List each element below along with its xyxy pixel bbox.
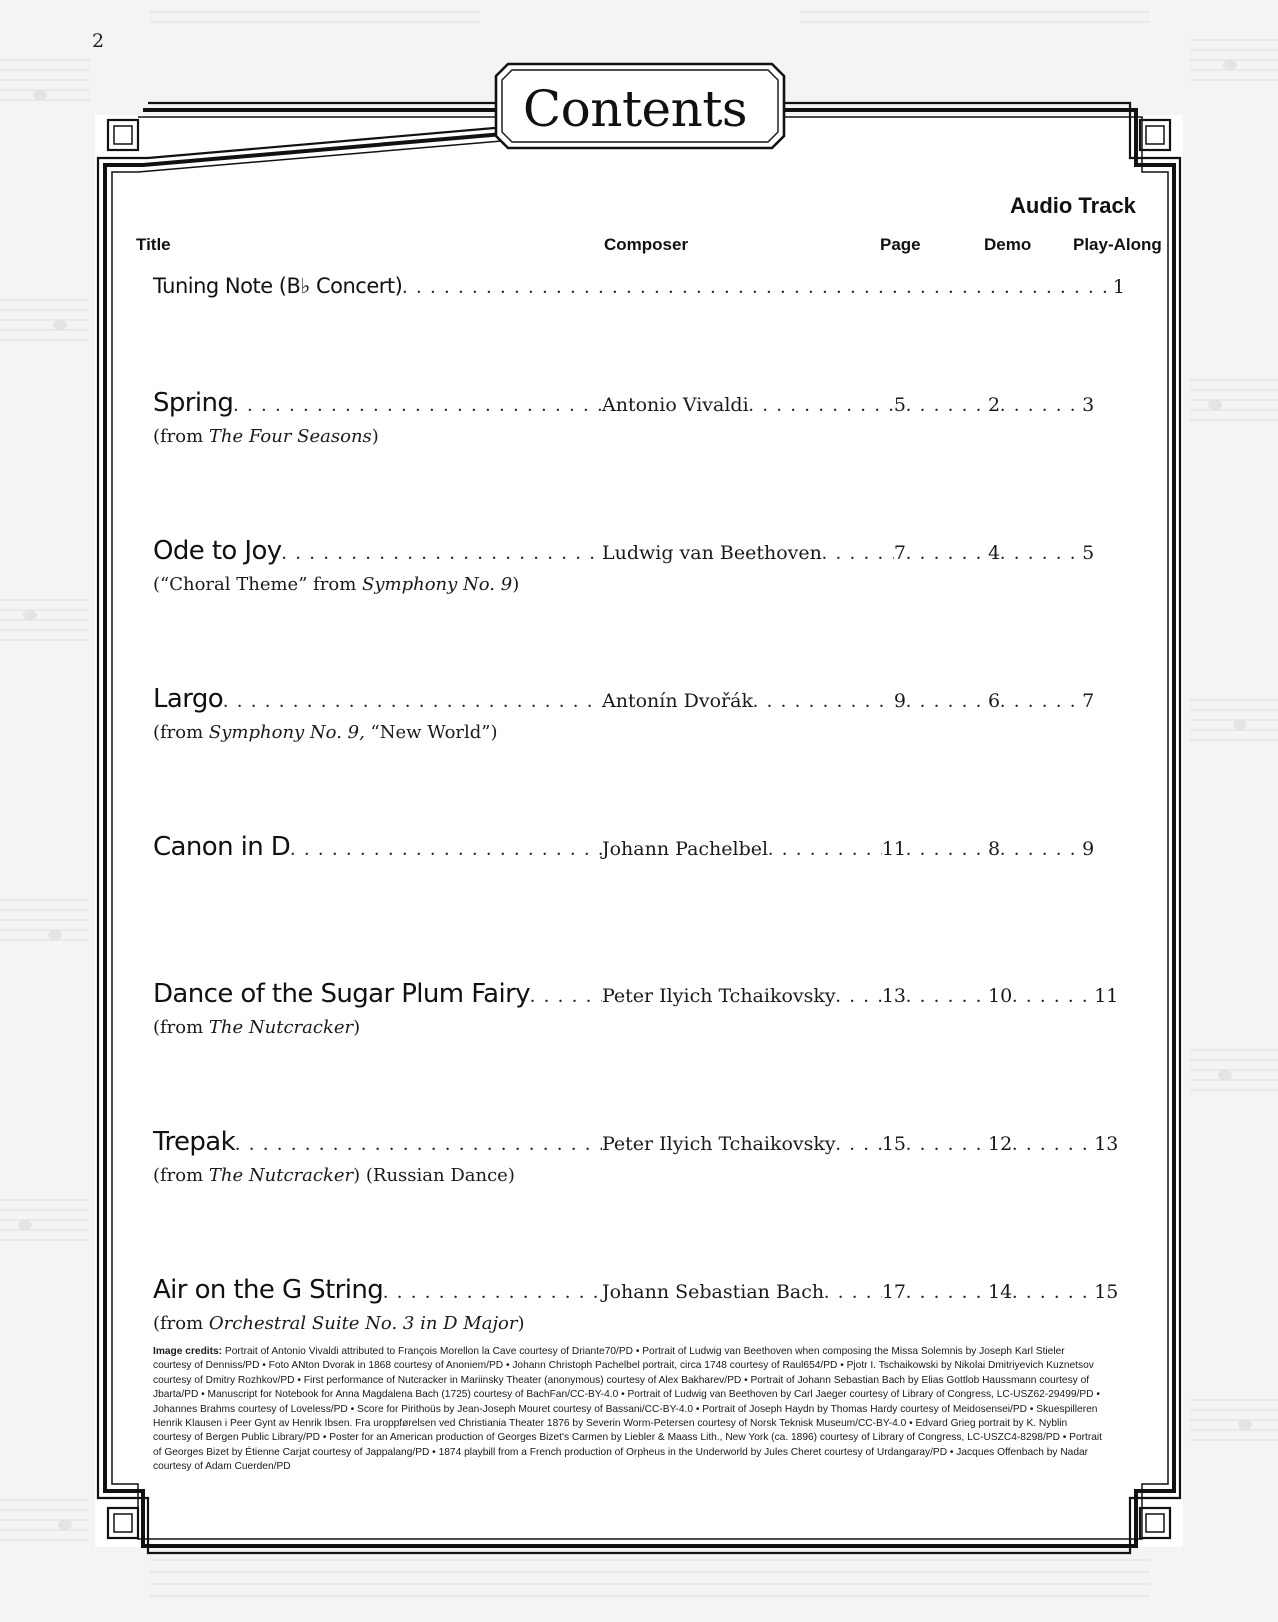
dot-leader — [290, 838, 602, 861]
subtitle-work: The Four Seasons — [208, 426, 372, 447]
subtitle-suffix: ) — [517, 1313, 525, 1334]
entry-play-along-track: 7 — [1082, 690, 1095, 712]
subtitle-prefix: (from — [153, 1313, 209, 1334]
entry-composer: Johann Sebastian Bach — [602, 1281, 825, 1303]
entry-play-along-track: 3 — [1082, 394, 1095, 416]
contents-entry — [153, 1127, 1125, 1157]
dot-leader — [768, 838, 882, 861]
subtitle-prefix: (from — [153, 426, 209, 447]
dot-leader — [906, 394, 988, 417]
contents-entry — [153, 684, 1125, 714]
subtitle-prefix: (“Choral Theme” from — [153, 574, 363, 595]
dot-leader — [836, 985, 882, 1008]
subtitle-work: The Nutcracker — [208, 1165, 354, 1186]
dot-leader — [749, 394, 894, 417]
contents-entry — [153, 979, 1125, 1009]
dot-leader — [233, 394, 602, 417]
page-number: 2 — [92, 30, 105, 52]
entry-page: 11 — [881, 838, 906, 860]
composer-column-header: Composer — [604, 235, 689, 254]
credits-label: Image credits: — [153, 1346, 223, 1357]
dot-leader — [906, 542, 988, 565]
entry-subtitle — [153, 426, 379, 447]
entry-page: 13 — [881, 985, 906, 1007]
demo-column-header: Demo — [984, 235, 1032, 254]
dot-leader — [282, 542, 602, 565]
contents-heading: Contents — [522, 80, 748, 138]
entry-subtitle — [153, 722, 498, 743]
subtitle-suffix: “New World”) — [364, 722, 498, 743]
entry-demo-track: 12 — [988, 1133, 1013, 1155]
entry-composer: Johann Pachelbel — [602, 838, 769, 860]
dot-leader — [836, 1133, 882, 1156]
entry-title: Trepak — [153, 1127, 236, 1157]
subtitle-prefix: (from — [153, 1165, 209, 1186]
subtitle-work: Symphony No. 9, — [208, 722, 365, 743]
entry-play-along-track: 11 — [1094, 985, 1119, 1007]
entry-composer: Ludwig van Beethoven — [602, 542, 822, 564]
entry-page: 5 — [893, 394, 906, 416]
dot-leader — [906, 985, 988, 1008]
dot-leader — [402, 276, 1113, 299]
dot-leader — [906, 690, 988, 713]
entry-play-along-track: 13 — [1094, 1133, 1119, 1155]
play-along-column-header: Play-Along — [1073, 235, 1162, 254]
subtitle-work: Orchestral Suite No. 3 in D Major — [208, 1313, 518, 1334]
entry-page: 17 — [881, 1281, 906, 1303]
entry-composer: Peter Ilyich Tchaikovsky — [602, 1133, 836, 1155]
entry-subtitle — [153, 1165, 515, 1186]
entry-title: Ode to Joy — [153, 536, 282, 566]
dot-leader — [223, 690, 602, 713]
dot-leader — [1000, 542, 1082, 565]
entry-title: Spring — [153, 388, 234, 418]
audio-track-header: Audio Track — [1010, 193, 1136, 218]
entry-demo-track: 10 — [988, 985, 1013, 1007]
contents-entry — [153, 832, 1125, 862]
entry-track: 1 — [1112, 276, 1125, 298]
dot-leader — [1000, 838, 1082, 861]
contents-entry — [153, 1275, 1125, 1305]
dot-leader — [824, 1281, 882, 1304]
entry-page: 7 — [893, 542, 906, 564]
title-column-header: Title — [136, 235, 171, 254]
dot-leader — [906, 838, 988, 861]
credits-text: Portrait of Antonio Vivaldi attributed to François Morellon la Cave courtesy of Driante70/PD • Portrait of Ludwig van Beethoven when composing the Missa Solemnis by Joseph Karl Stieler courtesy of Denniss/PD • Foto ANton Dvorak in 1868 courtesy of Anoniem/PD • Johann Christoph Pachelbel portrait, circa 1748 courtesy of Raul654/PD • Pjotr I. Tschaikowski by Nikolai Dmitriyevich Kuznetsov courtesy of Dmitry Rozhkov/PD • First performance of Nutcracker in Mariinsky Theater (anonymous) courtesy of Alex Bakharev/PD • Portrait of Johann Sebastian Bach by Elias Gottlob Haussmann courtesy of Jbarta/PD • Manuscript for Notebook for Anna Magdalena Bach (1725) courtesy of BachFan/CC-BY-4.0 • Portrait of Ludwig van Beethoven by Carl Jaeger courtesy of Library of Congress, LC-USZ62-29499/PD • Johannes Brahms courtesy of Loveless/PD • Score for Pirithoüs by Jean-Joseph Mouret courtesy of Bassani/CC-BY-4.0 • Portrait of Joseph Haydn by Thomas Hardy courtesy of Meidosensei/PD • Skuespilleren Henrik Klausen i Peer Gynt av Henrik Ibsen. Fra uroppførelsen ved Christiania Theater 1876 by Severin Worm-Petersen courtesy of Norsk Teknisk Museum/CC-BY-4.0 • Edvard Grieg portrait by K. Nyblin courtesy of Bergen Public Library/PD • Poster for an American production of Georges Bizet's Carmen by Liebler & Maass Lith., New York (ca. 1896) courtesy of Library of Congress, LC-USZC4-8298/PD • Portrait of Georges Bizet by Étienne Carjat courtesy of Jappalang/PD • 1874 playbill from a French production of Orpheus in the Underworld by Jules Cheret courtesy of Urdangaray/PD • Jacques Offenbach by Nadar courtesy of Adam Cuerden/PD — [153, 1346, 1103, 1473]
entry-demo-track: 4 — [988, 542, 1001, 564]
entry-play-along-track: 5 — [1082, 542, 1095, 564]
entry-subtitle — [153, 1017, 360, 1038]
contents-entry — [153, 536, 1125, 566]
dot-leader — [1000, 394, 1082, 417]
entry-subtitle — [153, 1313, 525, 1334]
entry-composer: Antonio Vivaldi — [602, 394, 749, 416]
entry-demo-track: 6 — [988, 690, 1001, 712]
dot-leader — [906, 1133, 988, 1156]
entry-page: 15 — [881, 1133, 906, 1155]
dot-leader — [235, 1133, 602, 1156]
entry-demo-track: 8 — [988, 838, 1001, 860]
entry-title: Air on the G String — [153, 1275, 384, 1305]
dot-leader — [1012, 1133, 1094, 1156]
entry-play-along-track: 9 — [1082, 838, 1095, 860]
entry-title: Dance of the Sugar Plum Fairy — [153, 979, 530, 1009]
entry-composer: Antonín Dvořák — [602, 690, 753, 712]
entry-subtitle — [153, 574, 519, 595]
contents-entry — [153, 388, 1125, 418]
page-column-header: Page — [880, 235, 921, 254]
tuning-note-entry — [153, 274, 1125, 299]
entry-composer: Peter Ilyich Tchaikovsky — [602, 985, 836, 1007]
subtitle-suffix: ) — [371, 426, 379, 447]
entry-title: Canon in D — [153, 832, 291, 862]
subtitle-suffix: ) — [353, 1017, 361, 1038]
subtitle-prefix: (from — [153, 722, 209, 743]
dot-leader — [1012, 1281, 1094, 1304]
subtitle-prefix: (from — [153, 1017, 209, 1038]
dot-leader — [383, 1281, 602, 1304]
dot-leader — [1000, 690, 1082, 713]
subtitle-suffix: ) — [512, 574, 520, 595]
subtitle-work: Symphony No. 9 — [362, 574, 513, 595]
entry-title: Tuning Note (B♭ Concert) — [153, 274, 403, 298]
entry-play-along-track: 15 — [1094, 1281, 1119, 1303]
subtitle-work: The Nutcracker — [208, 1017, 354, 1038]
dot-leader — [906, 1281, 988, 1304]
dot-leader — [753, 690, 894, 713]
entry-demo-track: 14 — [988, 1281, 1013, 1303]
subtitle-suffix: ) (Russian Dance) — [353, 1165, 515, 1186]
image-credits — [153, 1345, 1103, 1475]
entry-demo-track: 2 — [988, 394, 1001, 416]
dot-leader — [1012, 985, 1094, 1008]
dot-leader — [822, 542, 894, 565]
entry-page: 9 — [893, 690, 906, 712]
entry-title: Largo — [153, 684, 224, 714]
dot-leader — [530, 985, 602, 1008]
